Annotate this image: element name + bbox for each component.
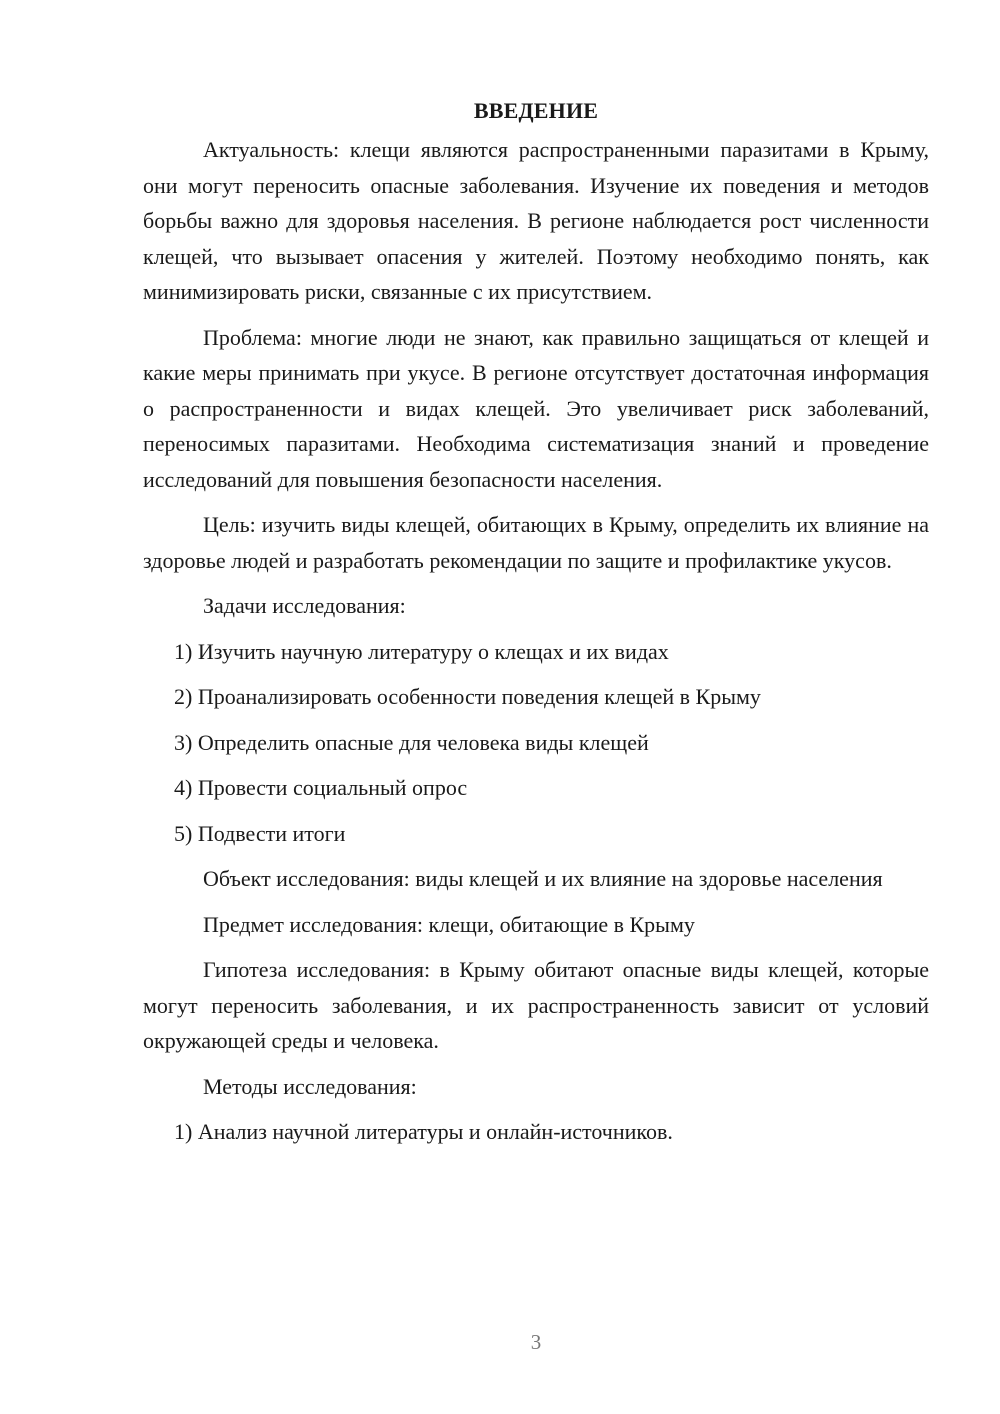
tasks-heading: Задачи исследования:	[203, 593, 406, 618]
methods-heading: Методы исследования:	[203, 1073, 417, 1099]
paragraph-goal: Цель: изучить виды клещей, обитающих в Крыму, определить их влияние на здоровье людей и разработать рекомендации по защите и профилактике укусов.	[143, 512, 929, 573]
list-item: 4) Провести социальный опрос	[174, 775, 468, 800]
paragraph-subject: Предмет исследования: клещи, обитающие в Крыму	[203, 911, 695, 937]
page-number: 3	[530, 1330, 542, 1354]
paragraph-relevance: Актуальность: клещи являются распространенными паразитами в Крыму, они могут переносить опасные заболевания. Изучение их поведения и методов борьбы важно для здоровья населения. В регионе наблюдается рост численности клещей, что вызывает опасения у жителей. Поэтому необходимо понять, как минимизировать риски, связанные с их присутствием.	[143, 137, 929, 304]
paragraph-hypothesis: Гипотеза исследования: в Крыму обитают опасные виды клещей, которые могут переносить заболевания, и их распространенность зависит от условий окружающей среды и человека.	[143, 957, 929, 1053]
methods-list	[143, 1114, 929, 1150]
document-page	[143, 96, 929, 1160]
section-title: ВВЕДЕНИЕ	[473, 98, 599, 123]
list-item: 5) Подвести итоги	[174, 820, 346, 846]
list-item: 1) Анализ научной литературы и онлайн-источников.	[174, 1119, 673, 1144]
paragraph-object: Объект исследования: виды клещей и их влияние на здоровье населения	[203, 866, 883, 891]
list-item: 1) Изучить научную литературу о клещах и их видах	[174, 638, 669, 664]
list-item: 2) Проанализировать особенности поведения клещей в Крыму	[174, 684, 761, 709]
tasks-list	[143, 634, 929, 852]
paragraph-problem: Проблема: многие люди не знают, как правильно защищаться от клещей и какие меры принимать при укусе. В регионе отсутствует достаточная информация о распространенности и видах клещей. Это увеличивает риск заболеваний, переносимых паразитами. Необходима систематизация знаний и проведение исследований для повышения безопасности населения.	[143, 324, 929, 492]
list-item: 3) Определить опасные для человека виды клещей	[174, 729, 649, 755]
